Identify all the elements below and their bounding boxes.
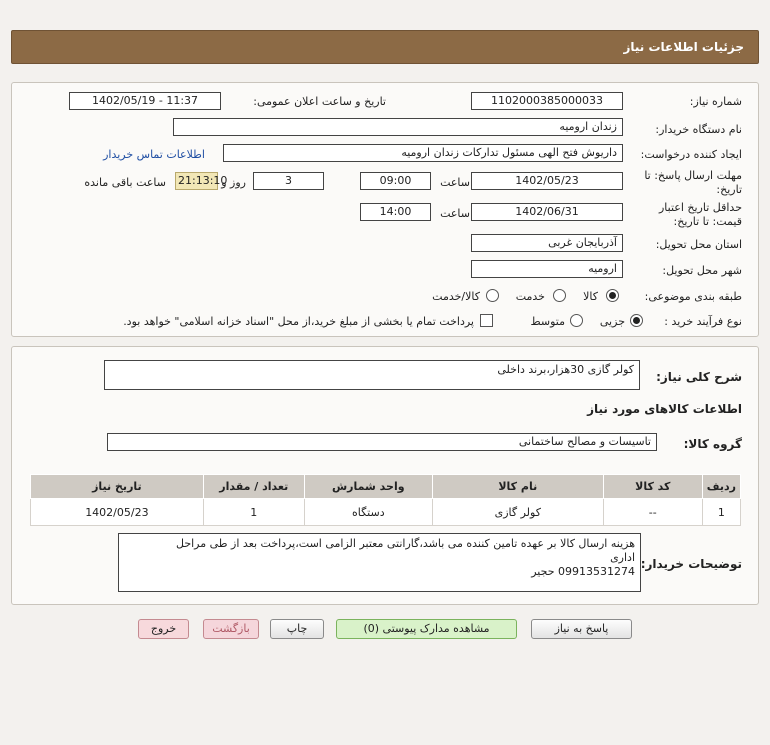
validity-label-2: قیمت: تا تاریخ:: [673, 215, 742, 228]
reply-button[interactable]: پاسخ به نیاز: [531, 619, 632, 639]
days-field[interactable]: 3: [253, 172, 324, 190]
group-label: گروه کالا:: [683, 437, 742, 451]
deadline-time-label: ساعت: [440, 176, 470, 189]
validity-date-field[interactable]: 1402/06/31: [471, 203, 623, 221]
city-field[interactable]: ارومیه: [471, 260, 623, 278]
treasury-checkbox[interactable]: [480, 314, 493, 327]
need-number-field[interactable]: 1102000385000033: [471, 92, 623, 110]
process-label: نوع فرآیند خرید :: [664, 315, 742, 328]
category-goods-service-radio[interactable]: [486, 289, 499, 302]
col-qty: تعداد / مقدار: [203, 475, 304, 499]
description-field: کولر گازی 30هزار،برند داخلی: [104, 360, 640, 390]
creator-label: ایجاد کننده درخواست:: [640, 148, 742, 161]
cell-unit: دستگاه: [304, 499, 432, 526]
table-row: [31, 499, 741, 526]
notes-field: [118, 533, 641, 592]
validity-label: حداقل تاریخ اعتبار: [658, 201, 742, 214]
back-button[interactable]: بازگشت: [203, 619, 259, 639]
cell-date: 1402/05/23: [31, 499, 204, 526]
notes-line-2: اداری: [610, 551, 635, 564]
notes-label: توضیحات خریدار:: [640, 557, 742, 571]
attachments-button[interactable]: مشاهده مدارک پیوستی (0): [336, 619, 517, 639]
cell-row: 1: [702, 499, 740, 526]
province-label: استان محل تحویل:: [655, 238, 742, 251]
col-date: تاریخ نیاز: [31, 475, 204, 499]
validity-time-label: ساعت: [440, 207, 470, 220]
col-name: نام کالا: [432, 475, 603, 499]
page-title: جزئیات اطلاعات نیاز: [623, 40, 744, 54]
description-label: شرح کلی نیاز:: [656, 370, 742, 384]
process-medium-radio[interactable]: [570, 314, 583, 327]
items-table-wrap: [30, 474, 741, 526]
items-table: [30, 474, 741, 526]
items-title: اطلاعات کالاهای مورد نیاز: [587, 402, 742, 416]
notes-line-3: 09913531274 حجیر: [531, 565, 635, 578]
need-number-label: شماره نیاز:: [689, 95, 742, 108]
deadline-date-field[interactable]: 1402/05/23: [471, 172, 623, 190]
deadline-label-2: تاریخ:: [716, 183, 742, 196]
cell-qty: 1: [203, 499, 304, 526]
col-unit: واحد شمارش: [304, 475, 432, 499]
category-goods-label: کالا: [583, 290, 598, 303]
deadline-time-field[interactable]: 09:00: [360, 172, 431, 190]
notes-line-1: هزینه ارسال کالا بر عهده تامین کننده می باشد،گارانتی معتبر الزامی است،پرداخت بعد از طی مراحل: [175, 537, 635, 550]
page-header: [11, 30, 759, 64]
days-label: روز و: [221, 176, 246, 189]
buyer-org-field[interactable]: زندان ارومیه: [173, 118, 623, 136]
table-header-row: [31, 475, 741, 499]
category-service-radio[interactable]: [553, 289, 566, 302]
announce-label: تاریخ و ساعت اعلان عمومی:: [253, 95, 386, 108]
category-service-label: خدمت: [515, 290, 545, 303]
process-minor-label: جزیی: [599, 315, 625, 328]
cell-code: --: [603, 499, 702, 526]
deadline-label: مهلت ارسال پاسخ: تا: [644, 169, 742, 182]
process-minor-radio[interactable]: [630, 314, 643, 327]
province-field[interactable]: آذربایجان غربی: [471, 234, 623, 252]
remaining-label: ساعت باقی مانده: [84, 176, 166, 189]
col-row: ردیف: [702, 475, 740, 499]
col-code: کد کالا: [603, 475, 702, 499]
exit-button[interactable]: خروج: [138, 619, 189, 639]
city-label: شهر محل تحویل:: [662, 264, 742, 277]
category-label: طبقه بندی موضوعی:: [644, 290, 742, 303]
remaining-time-field: 21:13:10: [175, 172, 218, 190]
process-medium-label: متوسط: [530, 315, 565, 328]
group-field: تاسیسات و مصالح ساختمانی: [107, 433, 657, 451]
print-button[interactable]: چاپ: [270, 619, 324, 639]
buyer-org-label: نام دستگاه خریدار:: [655, 123, 742, 136]
validity-time-field[interactable]: 14:00: [360, 203, 431, 221]
category-goods-radio[interactable]: [606, 289, 619, 302]
cell-name: کولر گازی: [432, 499, 603, 526]
category-goods-service-label: کالا/خدمت: [432, 290, 480, 303]
announce-field[interactable]: 1402/05/19 - 11:37: [69, 92, 221, 110]
contact-info-link[interactable]: اطلاعات تماس خریدار: [103, 148, 205, 161]
creator-field[interactable]: داریوش فتح الهی مسئول تدارکات زندان ارومیه: [223, 144, 623, 162]
treasury-note: پرداخت تمام یا بخشی از مبلغ خرید،از محل "اسناد خزانه اسلامی" خواهد بود.: [123, 315, 474, 328]
